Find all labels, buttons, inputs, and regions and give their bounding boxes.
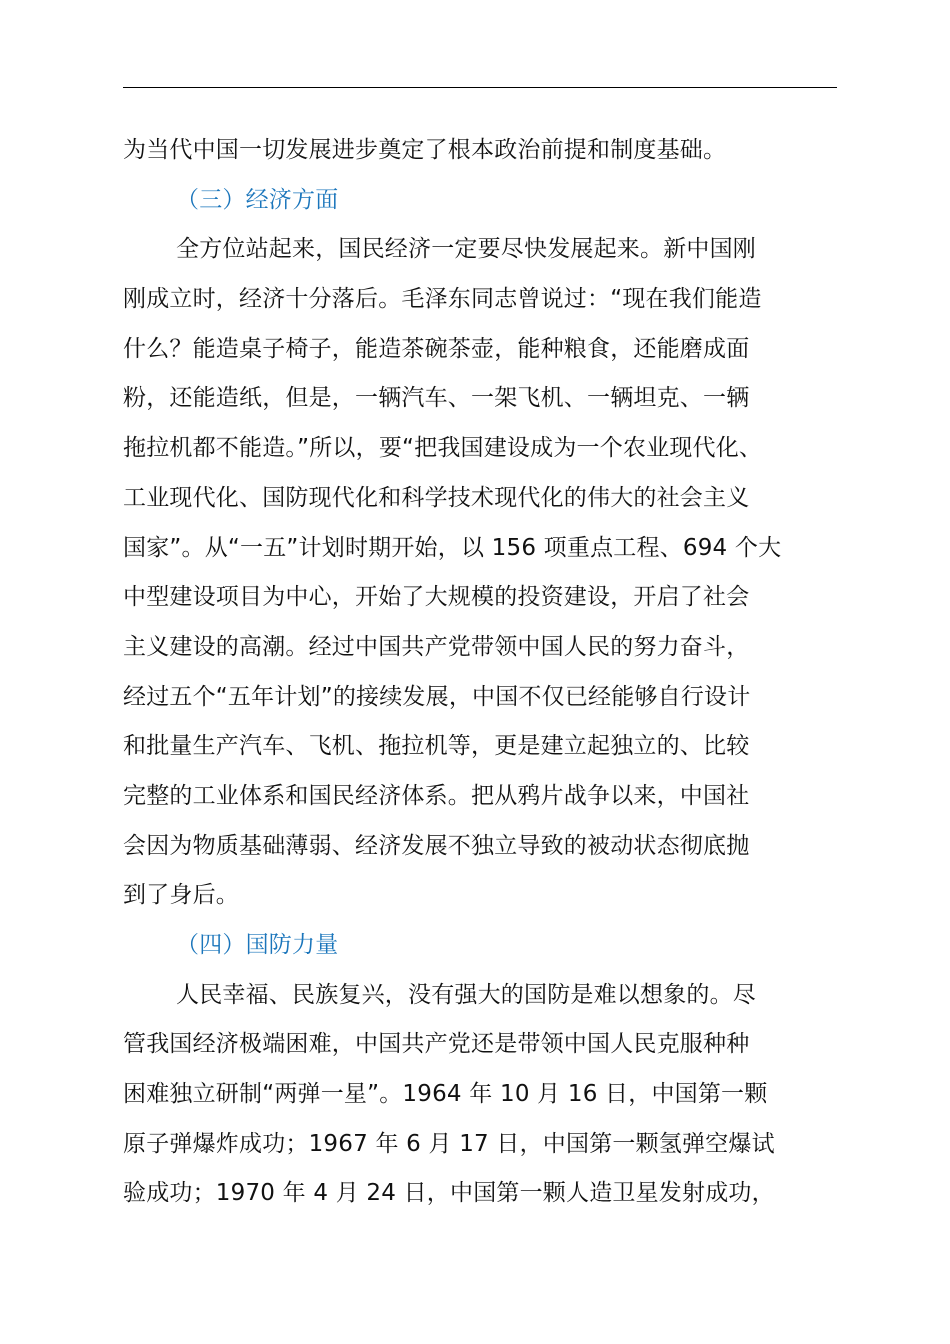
body-line: 到了身后。 — [123, 882, 239, 909]
body-line: 和批量生产汽车、飞机、拖拉机等，更是建立起独立的、比较 — [123, 733, 750, 760]
body-line: 主义建设的高潮。经过中国共产党带领中国人民的努力奋斗， — [123, 633, 750, 660]
body-line: 拖拉机都不能造。”所以，要“把我国建设成为一个农业现代化、 — [123, 435, 763, 462]
body-line: 工业现代化、国防现代化和科学技术现代化的伟大的社会主义 — [123, 484, 750, 511]
section-heading-defense: （四）国防力量 — [176, 932, 339, 958]
body-line: 中型建设项目为中心，开始了大规模的投资建设，开启了社会 — [123, 584, 750, 611]
body-line: 国家”。从“一五”计划时期开始，以 156 项重点工程、694 个大 — [123, 534, 782, 561]
header-rule — [123, 87, 837, 88]
body-line: 经过五个“五年计划”的接续发展，中国不仅已经能够自行设计 — [123, 683, 751, 710]
paragraph-first-line: 人民幸福、民族复兴，没有强大的国防是难以想象的。尽 — [176, 981, 756, 1008]
body-line: 会因为物质基础薄弱、经济发展不独立导致的被动状态彻底抛 — [123, 832, 750, 859]
body-line: 为当代中国一切发展进步奠定了根本政治前提和制度基础。 — [123, 137, 727, 163]
body-line: 原子弹爆炸成功；1967 年 6 月 17 日，中国第一颗氢弹空爆试 — [123, 1130, 775, 1157]
body-line: 困难独立研制“两弹一星”。1964 年 10 月 16 日，中国第一颗 — [123, 1081, 768, 1108]
paragraph-first-line: 全方位站起来，国民经济一定要尽快发展起来。新中国刚 — [176, 236, 756, 263]
body-line: 刚成立时，经济十分落后。毛泽东同志曾说过：“现在我们能造 — [123, 286, 762, 313]
body-line: 完整的工业体系和国民经济体系。把从鸦片战争以来，中国社 — [123, 782, 750, 809]
body-line: 管我国经济极端困难，中国共产党还是带领中国人民克服种种 — [123, 1031, 750, 1058]
document-body — [123, 126, 837, 1219]
section-heading-economy: （三）经济方面 — [176, 186, 339, 213]
body-line: 验成功；1970 年 4 月 24 日，中国第一颗人造卫星发射成功， — [123, 1180, 775, 1207]
body-line: 什么？能造桌子椅子，能造茶碗茶壶，能种粮食，还能磨成面 — [123, 335, 750, 362]
body-line: 粉，还能造纸，但是，一辆汽车、一架飞机、一辆坦克、一辆 — [123, 385, 750, 412]
